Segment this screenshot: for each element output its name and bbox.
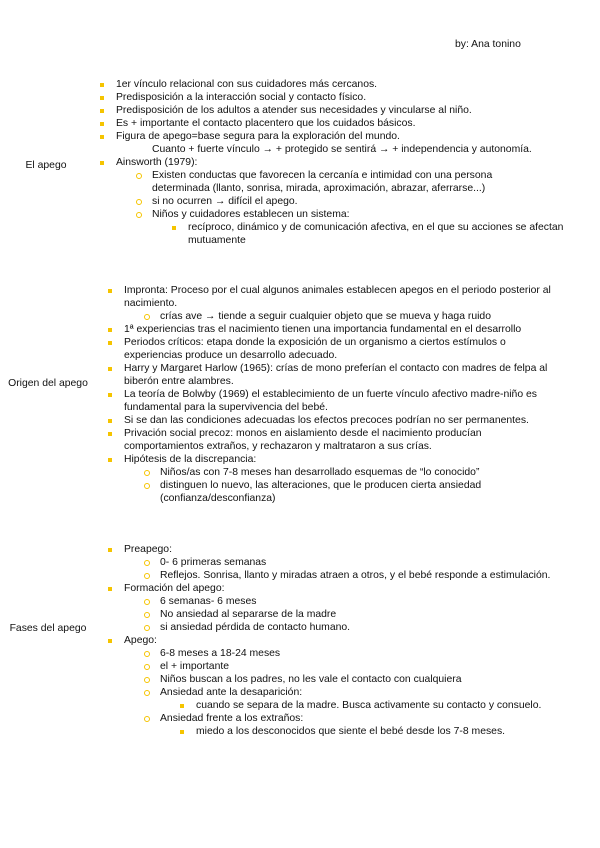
bullet-icon bbox=[108, 328, 112, 332]
bullet-icon bbox=[108, 432, 112, 436]
list-item: Privación social precoz: monos en aislamiento desde el nacimiento producían comportamientos extraños, y rechazaron y maltrataron a sus crías. bbox=[124, 427, 564, 453]
circle-bullet-icon bbox=[144, 625, 150, 631]
list-item: Ansiedad ante la desaparición: bbox=[160, 686, 584, 699]
circle-bullet-icon bbox=[144, 690, 150, 696]
section-title: El apego bbox=[25, 160, 67, 171]
list-item: No ansiedad al separarse de la madre bbox=[160, 608, 584, 621]
list-item: 6 semanas- 6 meses bbox=[160, 595, 584, 608]
bullet-icon bbox=[108, 548, 112, 552]
list-item: Reflejos. Sonrisa, llanto y miradas atraen a otros, y el bebé responde a estimulación. bbox=[160, 569, 584, 582]
circle-bullet-icon bbox=[144, 651, 150, 657]
circle-bullet-icon bbox=[136, 173, 142, 179]
list-item: Niños buscan a los padres, no les vale el contacto con cualquiera bbox=[160, 673, 584, 686]
list-item: el + importante bbox=[160, 660, 584, 673]
list-item: Ainsworth (1979): bbox=[116, 156, 586, 169]
list-item: Es + importante el contacto placentero que los cuidados básicos. bbox=[116, 117, 586, 130]
list-item: Impronta: Proceso por el cual algunos animales establecen apegos en el periodo posterior al nacimiento. bbox=[124, 284, 564, 310]
list-item: Predisposición a la interacción social y contacto físico. bbox=[116, 91, 586, 104]
list-item: 1er vínculo relacional con sus cuidadores más cercanos. bbox=[116, 78, 586, 91]
list-item: 1ª experiencias tras el nacimiento tienen una importancia fundamental en el desarrollo bbox=[124, 323, 564, 336]
square-bullet-icon bbox=[180, 730, 184, 734]
list-item: Figura de apego=base segura para la exploración del mundo. bbox=[116, 130, 586, 143]
circle-bullet-icon bbox=[144, 483, 150, 489]
list-item: recíproco, dinámico y de comunicación afectiva, en el que su acciones se afectan mutuamente bbox=[188, 221, 568, 247]
list-item: La teoría de Bolwby (1969) el establecimiento de un fuerte vínculo afectivo madre-niño es fundamental para la supervivencia del bebé. bbox=[124, 388, 564, 414]
bullet-icon bbox=[108, 289, 112, 293]
circle-bullet-icon bbox=[144, 664, 150, 670]
circle-bullet-icon bbox=[136, 199, 142, 205]
square-bullet-icon bbox=[180, 704, 184, 708]
circle-bullet-icon bbox=[136, 212, 142, 218]
circle-bullet-icon bbox=[144, 599, 150, 605]
bullet-icon bbox=[108, 458, 112, 462]
bullet-icon bbox=[100, 122, 104, 126]
bullet-icon bbox=[108, 341, 112, 345]
circle-bullet-icon bbox=[144, 573, 150, 579]
list-item: Existen conductas que favorecen la cercanía e intimidad con una persona determinada (llanto, sonrisa, mirada, aproximación, abrazar, aferrarse...) bbox=[152, 169, 552, 195]
list-item: 6-8 meses a 18-24 meses bbox=[160, 647, 584, 660]
bullet-icon bbox=[108, 587, 112, 591]
list-item: si no ocurren → difícil el apego. bbox=[152, 195, 586, 208]
square-bullet-icon bbox=[172, 226, 176, 230]
circle-bullet-icon bbox=[144, 716, 150, 722]
list-item: Apego: bbox=[124, 634, 584, 647]
list-item: Hipótesis de la discrepancia: bbox=[124, 453, 564, 466]
list-item: Niños/as con 7-8 meses han desarrollado esquemas de “lo conocido” bbox=[160, 466, 564, 479]
list-item: crías ave → tiende a seguir cualquier objeto que se mueva y haga ruido bbox=[160, 310, 564, 323]
author-credit: by: Ana tonino bbox=[455, 39, 521, 50]
list-item: Harry y Margaret Harlow (1965): crías de mono preferían el contacto con madres de felpa al biberón entre alambres. bbox=[124, 362, 564, 388]
circle-bullet-icon bbox=[144, 470, 150, 476]
list-item: Si se dan las condiciones adecuadas los efectos precoces podrían no ser permanentes. bbox=[124, 414, 564, 427]
bullet-list bbox=[116, 78, 586, 247]
bullet-icon bbox=[100, 83, 104, 87]
list-item: Predisposición de los adultos a atender sus necesidades y vincularse al niño. bbox=[116, 104, 586, 117]
list-item: Preapego: bbox=[124, 543, 584, 556]
circle-bullet-icon bbox=[144, 314, 150, 320]
list-item: Cuanto + fuerte vínculo → + protegido se sentirá → + independencia y autonomía. bbox=[152, 144, 532, 155]
list-item: Niños y cuidadores establecen un sistema: bbox=[152, 208, 586, 221]
list-item: si ansiedad pérdida de contacto humano. bbox=[160, 621, 584, 634]
circle-bullet-icon bbox=[144, 560, 150, 566]
bullet-icon bbox=[100, 96, 104, 100]
bullet-icon bbox=[100, 109, 104, 113]
bullet-icon bbox=[108, 393, 112, 397]
list-item: Periodos críticos: etapa donde la exposición de un organismo a ciertos estímulos o experiencias produce un desarrollo adecuado. bbox=[124, 336, 564, 362]
list-item: miedo a los desconocidos que siente el bebé desde los 7-8 meses. bbox=[196, 725, 584, 738]
bullet-list bbox=[124, 284, 564, 505]
bullet-list bbox=[124, 543, 584, 738]
bullet-icon bbox=[108, 639, 112, 643]
bullet-icon bbox=[108, 367, 112, 371]
list-item: cuando se separa de la madre. Busca activamente su contacto y consuelo. bbox=[196, 699, 584, 712]
bullet-icon bbox=[100, 161, 104, 165]
bullet-icon bbox=[108, 419, 112, 423]
list-item: distinguen lo nuevo, las alteraciones, que le producen cierta ansiedad (confianza/desconfianza) bbox=[160, 479, 560, 505]
circle-bullet-icon bbox=[144, 612, 150, 618]
list-item: Formación del apego: bbox=[124, 582, 584, 595]
list-item: Ansiedad frente a los extraños: bbox=[160, 712, 584, 725]
bullet-icon bbox=[100, 135, 104, 139]
circle-bullet-icon bbox=[144, 677, 150, 683]
list-item: 0- 6 primeras semanas bbox=[160, 556, 584, 569]
section-title: Origen del apego bbox=[8, 378, 88, 389]
section-title: Fases del apego bbox=[9, 623, 87, 634]
